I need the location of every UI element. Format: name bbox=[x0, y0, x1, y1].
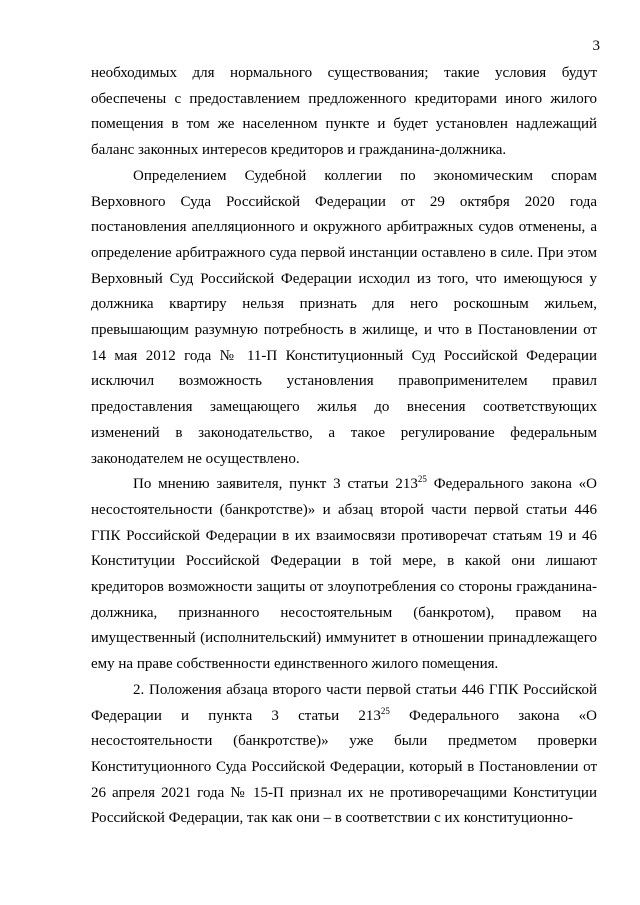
paragraph-supreme-court-ruling: Определением Судебной коллегии по экономическим спорам Верховного Суда Российской Федерации от 29 октября 2020 года постановления апелляционного и окружного арбитражных судов отменены, а определение арбитражного суда первой инстанции оставлено в силе. При этом Верховный Суд Российской Федерации исходил из того, что имеющуюся у должника квартиру нельзя признать для него роскошным жильем, превышающим разумную потребность в жилище, и что в Постановлении от 14 мая 2012 года № 11-П Конституционный Суд Российской Федерации исключил возможность установления правоприменителем правил предоставления замещающего жилья до внесения соответствующих изменений в законодательство, а такое регулирование федеральным законодателем не осуществлено. bbox=[91, 167, 597, 467]
document-body bbox=[91, 61, 597, 832]
superscript-article-index: 25 bbox=[380, 705, 390, 716]
paragraph-applicant-opinion bbox=[91, 472, 597, 678]
paragraph-text-start: 2. Положения абзаца второго части первой статьи 446 ГПК Российской Федерации и пункта 3 статьи 213 bbox=[91, 681, 597, 724]
superscript-article-index: 25 bbox=[417, 474, 427, 485]
paragraph-text-start: По мнению заявителя, пункт 3 статьи 213 bbox=[133, 476, 418, 493]
paragraph-text-end: Федерального закона «О несостоятельности (банкротстве)» и абзац второй части первой статьи 446 ГПК Российской Федерации в их взаимосвязи противоречат статьям 19 и 46 Конституции Российской Федерации в той мере, в какой они лишают кредиторов возможности защиты от злоупотребления со стороны гражданина-должника, признанного несостоятельным (банкротом), правом на имущественный (исполнительский) иммунитет в отношении принадлежащего ему на праве собственности единственного жилого помещения. bbox=[91, 476, 598, 673]
paragraph-text-end: Федерального закона «О несостоятельности (банкротстве)» уже были предметом проверки Конституционного Суда Российской Федерации, который в Постановлении от 26 апреля 2021 года № 15-П признал их не противоречащими Конституции Российской Федерации, так как они – в соответствии с их конституционно- bbox=[91, 707, 597, 827]
page-number: 3 bbox=[592, 38, 600, 54]
paragraph-section-2 bbox=[91, 678, 597, 832]
paragraph-continuation: необходимых для нормального существования; такие условия будут обеспечены с предоставлением предложенного кредиторами иного жилого помещения в том же населенном пункте и будет установлен надлежащий баланс законных интересов кредиторов и гражданина-должника. bbox=[91, 65, 597, 159]
